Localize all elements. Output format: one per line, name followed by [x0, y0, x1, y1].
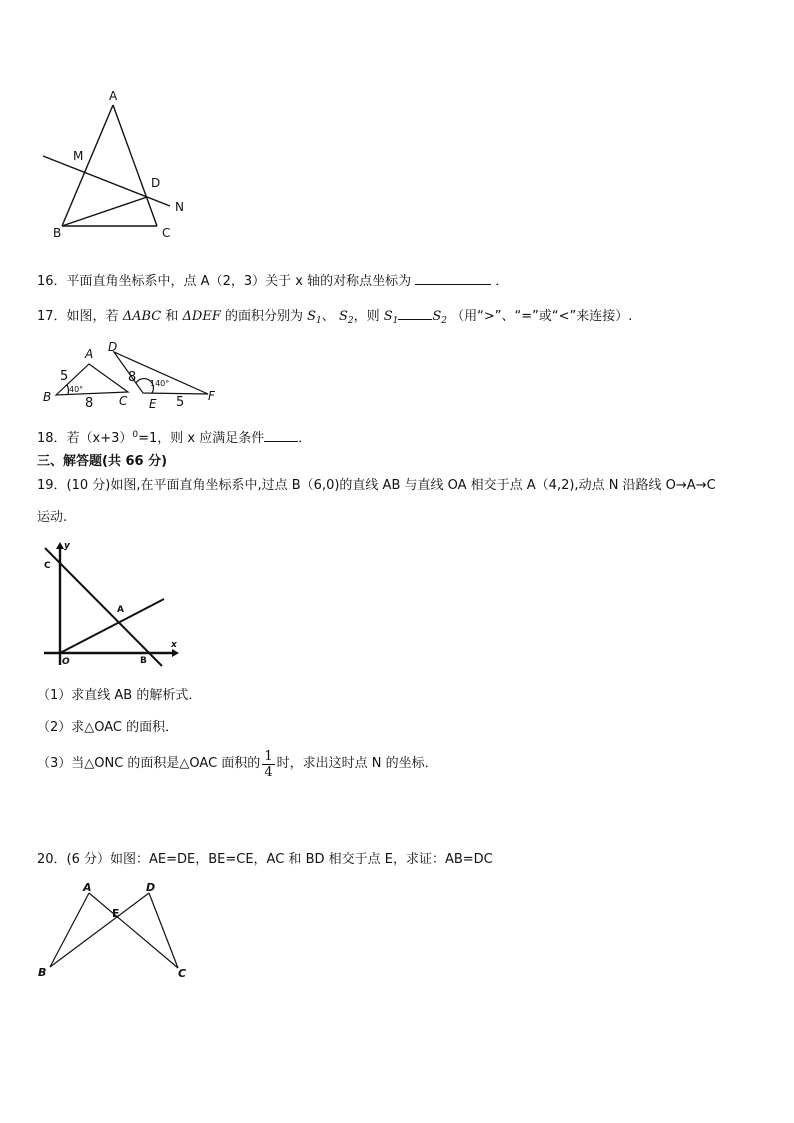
label-o: O	[62, 657, 70, 667]
question-19-part-2: （2）求△OAC 的面积．	[37, 720, 179, 735]
question-17-p1: 17．如图，若	[37, 309, 119, 324]
segment-dc	[149, 893, 178, 968]
side-ef-length: 5	[176, 395, 185, 410]
label-b: B	[38, 966, 47, 979]
label-d: D	[146, 881, 156, 894]
segment-bd	[50, 893, 149, 967]
triangle-def-name: ΔDEF	[182, 309, 221, 324]
question-17	[37, 305, 632, 331]
question-19-part-3-a: （3）当△ONC 的面积是△OAC 面积的	[37, 756, 261, 771]
label-e: E	[149, 397, 157, 411]
figure-crossed-triangles	[36, 880, 196, 985]
fraction-one-quarter: $\frac{1}{4}$	[264, 748, 273, 780]
segment-ba	[50, 893, 89, 967]
label-m: M	[73, 149, 84, 163]
question-16-end: ．	[495, 274, 509, 289]
exponent-zero: 0	[132, 430, 139, 440]
question-18-end: ．	[298, 431, 312, 446]
angle-e-value: 140°	[150, 379, 170, 388]
label-b: B	[140, 656, 147, 666]
segment-bd	[62, 197, 147, 226]
section-heading-solutions: 三、解答题(共 66 分)	[37, 454, 168, 469]
answer-blank-18[interactable]	[264, 427, 298, 442]
label-b: B	[43, 390, 52, 404]
question-19-part-3	[37, 744, 438, 784]
label-c: C	[44, 561, 51, 571]
label-c: C	[162, 226, 171, 240]
question-17-p4: （用“>”、“=”或“<”来连接）.	[451, 309, 633, 324]
s2-symbol-compare: $S_2$	[432, 309, 448, 326]
question-17-and: 和	[165, 309, 179, 324]
line-ab	[45, 548, 162, 666]
label-e: E	[112, 907, 120, 920]
question-16	[37, 270, 508, 292]
figure-coordinate-plane	[38, 538, 183, 670]
segment-ab	[62, 105, 113, 226]
label-a: A	[109, 89, 118, 103]
segment-ac	[113, 105, 157, 226]
question-19-line2: 运动.	[37, 510, 68, 525]
question-18-p1: 18．若（x+3）	[37, 431, 133, 446]
question-18-p2: =1，则 x 应满足条件	[138, 431, 265, 446]
s2-symbol: $S_2$	[338, 309, 354, 326]
question-20: 20．(6 分）如图：AE=DE，BE=CE，AC 和 BD 相交于点 E，求证：AB=DC	[37, 852, 493, 867]
y-axis-arrow	[56, 542, 64, 549]
label-a: A	[83, 881, 92, 894]
label-c: C	[178, 967, 187, 980]
answer-blank-16[interactable]	[415, 270, 491, 285]
triangle-abc-name: ΔABC	[122, 309, 162, 324]
side-bc-length: 8	[85, 396, 94, 411]
question-18	[37, 425, 311, 449]
label-a: A	[85, 347, 94, 361]
label-d: D	[108, 340, 118, 354]
label-y: y	[64, 541, 70, 551]
label-c: C	[119, 394, 128, 408]
question-19-part-1: （1）求直线 AB 的解析式．	[37, 688, 202, 703]
question-17-p3: ，则	[353, 309, 380, 324]
question-19-part-3-b: 时，求出这时点 N 的坐标．	[276, 756, 438, 771]
question-17-p2: 的面积分别为	[224, 309, 303, 324]
question-17-sep: 、	[321, 309, 335, 324]
question-16-text: 16．平面直角坐标系中，点 A（2，3）关于 x 轴的对称点坐标为	[37, 274, 412, 289]
label-b: B	[53, 226, 62, 240]
x-axis-arrow	[172, 649, 179, 657]
figure-two-triangles	[36, 338, 226, 412]
line-oa	[60, 599, 164, 653]
label-x: x	[171, 640, 177, 650]
s1-symbol: $S_1$	[307, 309, 322, 326]
figure-triangle-abc-line-mn	[30, 85, 210, 250]
angle-b-value: 40°	[69, 385, 84, 394]
label-d: D	[151, 176, 161, 190]
side-ab-length: 5	[60, 369, 69, 384]
side-de-length: 8	[128, 370, 137, 385]
label-f: F	[208, 389, 215, 403]
s1-symbol-compare: $S_1$	[383, 309, 399, 326]
label-n: N	[175, 200, 184, 214]
question-19-line1: 19．(10 分)如图,在平面直角坐标系中,过点 B（6,0)的直线 AB 与直线 OA 相交于点 A（4,2),动点 N 沿路线 O→A→C	[37, 478, 716, 493]
answer-blank-17[interactable]	[398, 305, 432, 320]
label-a: A	[117, 605, 124, 615]
